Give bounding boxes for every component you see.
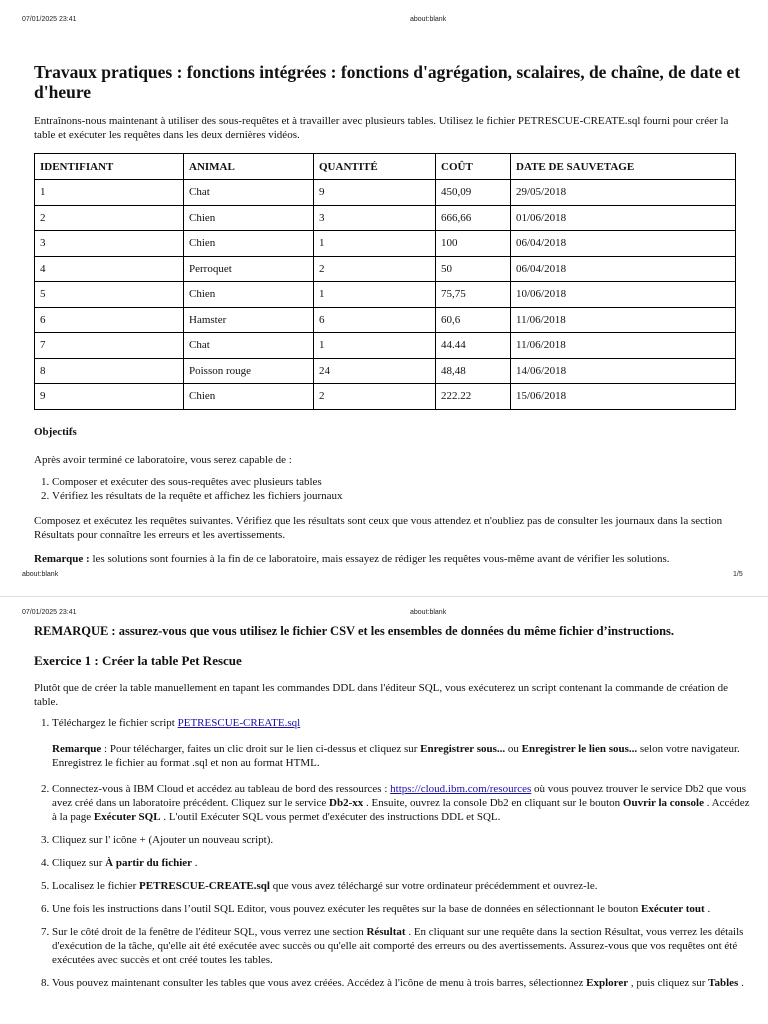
table-cell: 3	[314, 205, 436, 231]
table-row	[35, 256, 736, 282]
step-1	[52, 716, 756, 770]
table-cell: Chien	[184, 384, 314, 410]
table-row	[35, 282, 736, 308]
tables-label: Tables	[708, 977, 739, 989]
table-cell: 44.44	[436, 333, 511, 359]
table-cell: 6	[35, 307, 184, 333]
step-text: Localisez le fichier	[52, 880, 140, 892]
table-cell: 11/06/2018	[511, 333, 736, 359]
table-cell: 11/06/2018	[511, 307, 736, 333]
step-text: où vous pouvez trouver le service Db2 que vous avez créé dans un laboratoire précédent. Cliquez sur le service	[52, 783, 747, 809]
table-cell: 1	[35, 180, 184, 206]
table-cell: 8	[35, 358, 184, 384]
exercise-intro: Plutôt que de créer la table manuellement en tapant les commandes DDL dans l'éditeur SQL, vous exécuterez un script contenant la commande de création de table.	[34, 682, 729, 708]
table-cell: 5	[35, 282, 184, 308]
step-text: Téléchargez le fichier script	[52, 717, 178, 729]
print-header-date: 07/01/2025 23:41	[22, 609, 77, 616]
step-text: . L'outil Exécuter SQL vous permet d'exécuter des instructions DDL et SQL.	[160, 811, 501, 823]
step-text: Connectez-vous à IBM Cloud et accédez au tableau de bord des ressources :	[52, 783, 391, 795]
table-cell: 1	[314, 231, 436, 257]
table-cell: Chat	[184, 333, 314, 359]
exercise-heading: Exercice 1 : Créer la table Pet Rescue	[34, 653, 242, 668]
table-cell: 666,66	[436, 205, 511, 231]
note-text: ou	[505, 743, 522, 755]
table-cell: 06/04/2018	[511, 256, 736, 282]
file-name-label: PETRESCUE-CREATE.sql	[139, 880, 270, 892]
table-cell: 60,6	[436, 307, 511, 333]
table-cell: 450,09	[436, 180, 511, 206]
table-cell: Perroquet	[184, 256, 314, 282]
table-cell: 7	[35, 333, 184, 359]
pet-rescue-table	[34, 153, 736, 410]
exercise-steps	[34, 716, 756, 990]
table-row	[35, 384, 736, 410]
print-header-url: about:blank	[410, 16, 447, 23]
note-text: : Pour télécharger, faites un clic droit sur le lien ci-dessus et cliquez sur	[101, 743, 421, 755]
note-text: selon votre navigateur. Enregistrez le fichier au format .sql et non au format HTML.	[52, 743, 740, 769]
step-4	[52, 856, 756, 870]
column-header: DATE DE SAUVETAGE	[511, 154, 736, 180]
save-as-label: Enregistrer sous...	[420, 743, 506, 755]
step-text: Une fois les instructions dans l’outil SQL Editor, vous pouvez exécuter les requêtes sur la base de données en sélectionnant le bouton	[52, 903, 642, 915]
table-cell: 01/06/2018	[511, 205, 736, 231]
table-cell: 75,75	[436, 282, 511, 308]
table-cell: 24	[314, 358, 436, 384]
table-cell: 4	[35, 256, 184, 282]
page-title: Travaux pratiques : fonctions intégrées : fonctions d'agrégation, scalaires, de chaîne, de date et d'heure	[34, 62, 741, 102]
table-cell: 48,48	[436, 358, 511, 384]
result-label: Résultat	[366, 926, 406, 938]
step-8	[52, 976, 756, 990]
table-cell: 50	[436, 256, 511, 282]
table-cell: 10/06/2018	[511, 282, 736, 308]
db2-service-label: Db2-xx	[329, 797, 364, 809]
remark-text: les solutions sont fournies à la fin de ce laboratoire, mais essayez de rédiger les requêtes vous-même avant de vérifier les solutions.	[89, 553, 670, 565]
remark-paragraph	[34, 552, 744, 566]
table-cell: Chien	[184, 282, 314, 308]
print-footer-url: about:blank	[22, 571, 59, 578]
table-header-row	[35, 154, 736, 180]
table-cell: 2	[314, 384, 436, 410]
table-cell: 1	[314, 333, 436, 359]
step-text: que vous avez téléchargé sur votre ordinateur précédemment et ouvrez-le.	[269, 880, 598, 892]
table-row	[35, 358, 736, 384]
step-5	[52, 879, 756, 893]
table-cell: Poisson rouge	[184, 358, 314, 384]
petrescue-create-link[interactable]: PETRESCUE-CREATE.sql	[177, 717, 301, 729]
print-footer-page: 1/5	[733, 571, 743, 578]
step-3: 3. Cliquez sur l' icône + (Ajouter un nouveau script).	[52, 833, 756, 847]
run-all-label: Exécuter tout	[641, 903, 705, 915]
table-cell: Chat	[184, 180, 314, 206]
open-console-label: Ouvrir la console	[622, 797, 704, 809]
step-text: . Ensuite, ouvrez la console Db2 en cliquant sur le bouton	[363, 797, 623, 809]
intro-paragraph: Entraînons-nous maintenant à utiliser des sous-requêtes et à travailler avec plusieurs tables. Utilisez le fichier PETRESCUE-CREATE.sql fourni pour créer la table et exécuter les requêtes dans les deux dernières vidéos.	[34, 115, 729, 141]
table-cell: 9	[35, 384, 184, 410]
table-cell: 14/06/2018	[511, 358, 736, 384]
step-1-note	[52, 742, 756, 770]
objectives-heading: Objectifs	[34, 426, 77, 438]
column-header: QUANTITÉ	[314, 154, 436, 180]
table-row	[35, 231, 736, 257]
print-header-url: about:blank	[410, 609, 447, 616]
table-row	[35, 333, 736, 359]
column-header: IDENTIFIANT	[35, 154, 184, 180]
step-text: .	[738, 977, 744, 989]
table-cell: 15/06/2018	[511, 384, 736, 410]
step-text: , puis cliquez sur	[628, 977, 709, 989]
table-cell: 9	[314, 180, 436, 206]
from-file-label: À partir du fichier	[105, 857, 193, 869]
page-separator	[0, 596, 768, 597]
step-6	[52, 902, 756, 916]
note-label: Remarque	[52, 743, 102, 755]
csv-remark-heading: REMARQUE : assurez-vous que vous utilisez le fichier CSV et les ensembles de données du même fichier d’instructions.	[34, 624, 675, 638]
run-sql-label: Exécuter SQL	[93, 811, 161, 823]
table-cell: 6	[314, 307, 436, 333]
step-2	[52, 782, 756, 824]
table-row	[35, 205, 736, 231]
explorer-label: Explorer	[586, 977, 629, 989]
table-row	[35, 307, 736, 333]
step-text: Sur le côté droit de la fenêtre de l'éditeur SQL, vous verrez une section	[52, 926, 367, 938]
step-text: .	[704, 903, 711, 915]
step-text: . En cliquant sur une requête dans la section Résultat, vous verrez les détails d'exécution de la tâche, qu'elle ait été exécutée avec succès ou qu'elle ait comporté des erreurs ou des avertissements. Assurez-vous que vos requêtes ont été exécutées avec succès et ont créé toutes les tables.	[52, 926, 744, 966]
step-text: Vous pouvez maintenant consulter les tables que vous avez créées. Accédez à l'icône de menu à trois barres, sélectionnez	[52, 977, 587, 989]
column-header: ANIMAL	[184, 154, 314, 180]
save-link-as-label: Enregistrer le lien sous...	[521, 743, 638, 755]
table-cell: 1	[314, 282, 436, 308]
table-cell: 3	[35, 231, 184, 257]
step-7	[52, 925, 756, 967]
column-header: COÛT	[436, 154, 511, 180]
objectives-list	[34, 475, 752, 503]
remark-label: Remarque :	[34, 553, 90, 565]
table-cell: Chien	[184, 205, 314, 231]
list-item: 2. Vérifiez les résultats de la requête et affichez les fichiers journaux	[52, 489, 752, 503]
compose-paragraph: Composez et exécutez les requêtes suivantes. Vérifiez que les résultats sont ceux que vous attendez et n'oubliez pas de consulter les journaux dans la section Résultats pour connaître les erreurs et les avertissements.	[34, 515, 723, 541]
list-item: 1. Composer et exécuter des sous-requêtes avec plusieurs tables	[52, 475, 752, 489]
table-cell: 29/05/2018	[511, 180, 736, 206]
step-text: .	[192, 857, 198, 869]
step-text: Cliquez sur	[52, 857, 106, 869]
table-cell: 2	[35, 205, 184, 231]
table-cell: 06/04/2018	[511, 231, 736, 257]
table-row	[35, 180, 736, 206]
ibm-cloud-resources-link[interactable]: https://cloud.ibm.com/resources	[390, 783, 532, 795]
print-header-date: 07/01/2025 23:41	[22, 16, 77, 23]
step-text: . Accédez à la page	[52, 797, 750, 823]
table-cell: 2	[314, 256, 436, 282]
table-cell: Hamster	[184, 307, 314, 333]
table-cell: 100	[436, 231, 511, 257]
table-cell: Chien	[184, 231, 314, 257]
table-cell: 222.22	[436, 384, 511, 410]
objectives-intro: Après avoir terminé ce laboratoire, vous serez capable de :	[34, 454, 292, 466]
